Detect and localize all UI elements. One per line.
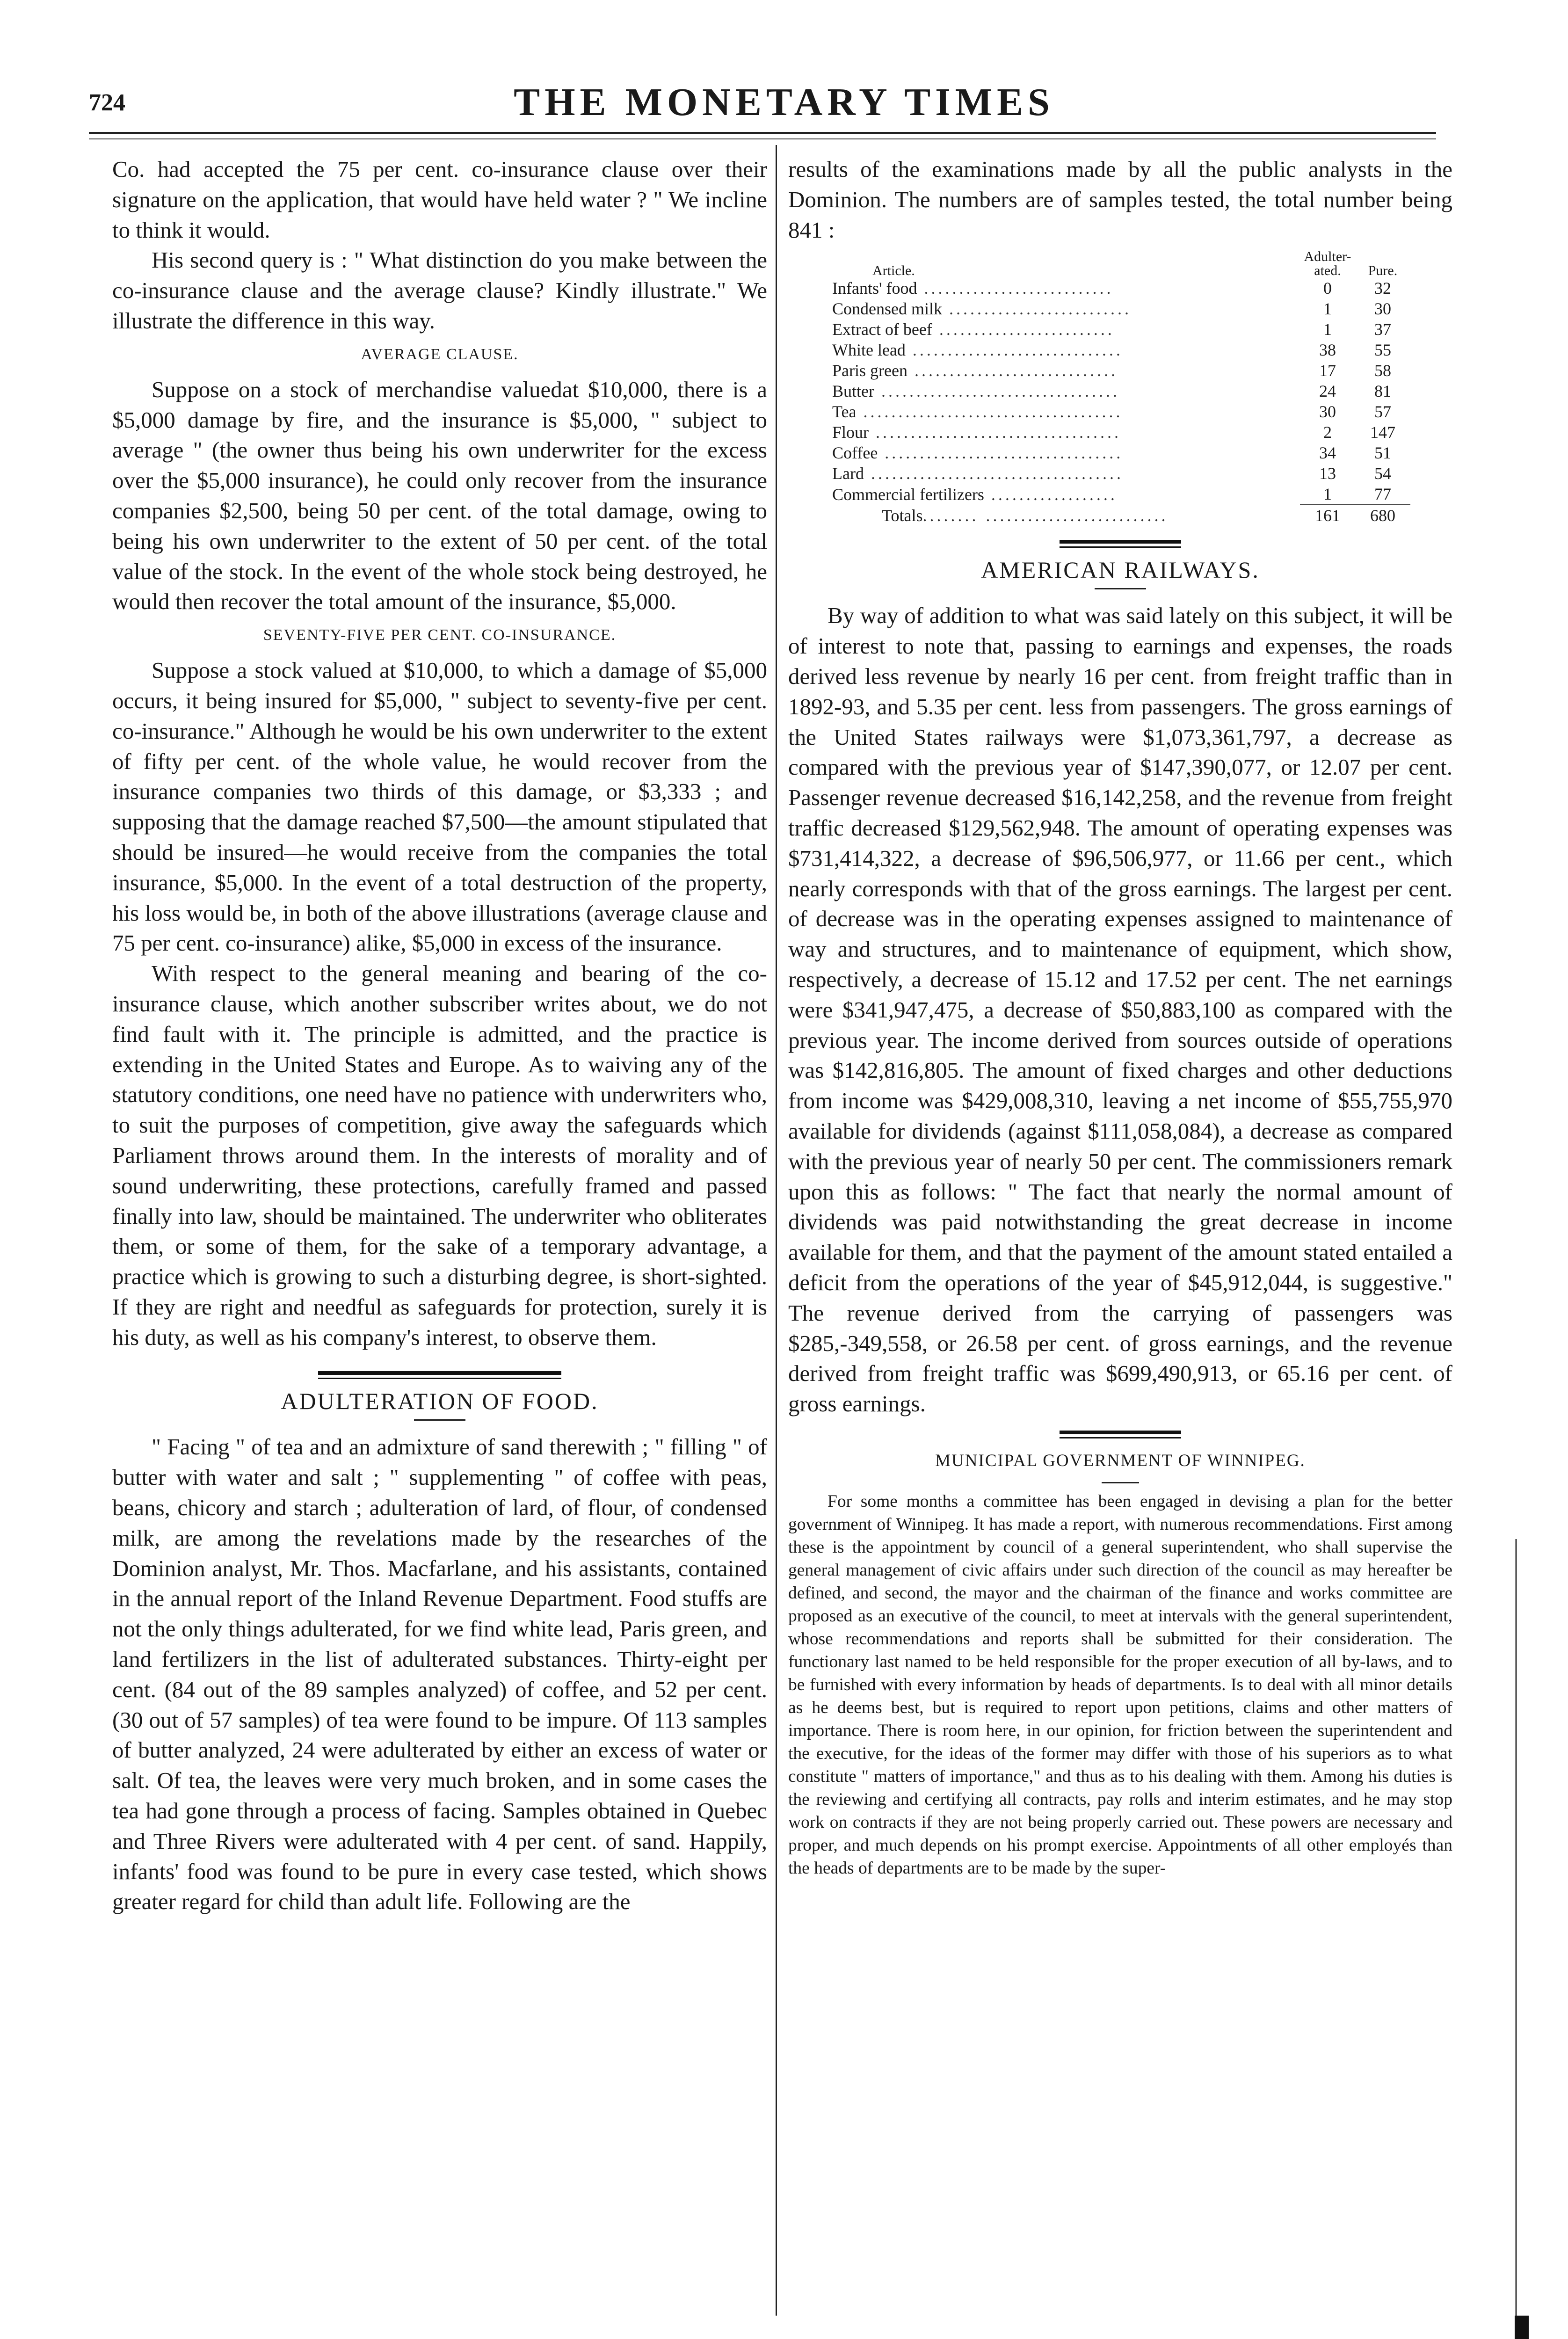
table-adulterated-value: 13 <box>1319 464 1336 483</box>
table-row <box>830 484 1410 505</box>
winnipeg-heading: MUNICIPAL GOVERNMENT OF WINNIPEG. <box>935 1451 1306 1470</box>
section-rule <box>1060 1431 1181 1438</box>
average-clause-paragraph: Suppose on a stock of merchandise valuedat $10,000, there is a $5,000 damage by fire, and the insurance is $5,000, " subject to average " (the owner thus being his own underwriter for the excess over the $5,000 insurance), he could only recover from the insurance companies $2,500, being 50 per cent. of the total damage, owing to being his own underwriter to the extent of 50 per cent. of the total value of the stock. In the event of the whole stock being destroyed, he would then recover the total amount of the insurance, $5,000. <box>112 376 767 615</box>
table-article-name: Extract of beef ......................... <box>832 320 1115 339</box>
table-row <box>830 381 1410 401</box>
table-header-pure: Pure. <box>1368 263 1398 279</box>
table-header-article: Article. <box>872 263 915 279</box>
table-pure-value: 37 <box>1374 320 1391 339</box>
table-pure-value: 51 <box>1374 443 1391 463</box>
right-column <box>788 154 1452 1880</box>
average-clause-heading: AVERAGE CLAUSE. <box>361 345 519 363</box>
header-rule <box>89 132 1436 134</box>
table-adulterated-value: 0 <box>1323 279 1332 298</box>
adulteration-paragraph: " Facing " of tea and an admixture of sand therewith ; " filling " of butter with water and salt ; " supplementing " of coffee with peas, beans, chicory and starch ; adulteration of lard, of flour, of condensed milk, are among the revelations made by the researches of the Dominion analyst, Mr. Thos. Macfarlane, and his assistants, contained in the annual report of the Inland Revenue Department. Food stuffs are not the only things adulterated, for we find white lead, Paris green, and land fertilizers in the list of adulterated substances. Thirty-eight per cent. (84 out of the 89 samples analyzed) of coffee, and 52 per cent. (30 out of 57 samples) of tea were found to be impure. Of 113 samples of butter analyzed, 24 were adulterated by either an excess of water or salt. Of tea, the leaves were very much broken, and in some cases the tea had gone through a process of facing. Samples obtained in Quebec and Three Rivers were adulterated with 4 per cent. of sand. Happily, infants' food was found to be pure in every case tested, which shows greater regard for child than adult life. Following are the <box>112 1434 767 1915</box>
table-row <box>830 360 1410 381</box>
table-adulterated-value: 1 <box>1323 299 1332 319</box>
totals-pure: 680 <box>1355 505 1410 526</box>
page-edge-mark <box>1514 1539 1518 2339</box>
table-row <box>830 319 1410 340</box>
heading-underline <box>414 1419 465 1421</box>
table-article-name: Commercial fertilizers .................. <box>832 485 1118 504</box>
table-pure-value: 81 <box>1374 382 1391 401</box>
adulteration-table <box>830 250 1410 526</box>
heading-underline <box>1102 1482 1139 1483</box>
table-article-name: Condensed milk .......................... <box>832 299 1132 319</box>
adulteration-heading: ADULTERATION OF FOOD. <box>281 1388 599 1415</box>
table-adulterated-value: 30 <box>1319 402 1336 421</box>
table-pure-value: 147 <box>1370 423 1395 442</box>
table-adulterated-value: 17 <box>1319 361 1336 380</box>
totals-label: Totals........ .......................... <box>882 506 1169 525</box>
table-article-name: Butter .................................. <box>832 382 1120 401</box>
table-pure-value: 55 <box>1374 341 1391 360</box>
table-row <box>830 278 1410 298</box>
analysts-intro-paragraph: results of the examinations made by all the public analysts in the Dominion. The numbers are of samples tested, the total number being 841 : <box>788 156 1452 243</box>
table-pure-value: 54 <box>1374 464 1391 483</box>
table-adulterated-value: 34 <box>1319 443 1336 463</box>
table-pure-value: 30 <box>1374 299 1391 319</box>
table-pure-value: 57 <box>1374 402 1391 421</box>
table-row <box>830 422 1410 443</box>
table-row <box>830 298 1410 319</box>
table-article-name: Infants' food ........................... <box>832 279 1114 298</box>
header-rule-thin <box>89 138 1436 139</box>
intro-paragraph: Co. had accepted the 75 per cent. co-insurance clause over their signature on the application, that would have held water ? " We incline to think it would. <box>112 156 767 243</box>
table-adulterated-value: 38 <box>1319 341 1336 360</box>
railways-heading: AMERICAN RAILWAYS. <box>981 557 1260 583</box>
table-row <box>830 401 1410 422</box>
heading-underline <box>1095 588 1146 589</box>
second-query-paragraph: His second query is : " What distinction do you make between the co-insurance clause and the average clause? Kindly illustrate." We illustrate the difference in this way. <box>112 247 767 334</box>
section-rule <box>318 1371 561 1379</box>
coinsurance-meaning-paragraph: With respect to the general meaning and bearing of the co-insurance clause, which another subscriber writes about, we do not find fault with it. The principle is admitted, and the practice is extending in the United States and Europe. As to waiving any of the statutory conditions, one need have no patience with underwriters who, to suit the purposes of competition, give away the safeguards which Parliament throws around them. In the interests of morality and of sound underwriting, these protections, carefully framed and passed finally into law, should be maintained. The underwriter who obliterates them, or some of them, for the sake of a temporary advantage, a practice which is growing to such a disturbing degree, is short-sighted. If they are right and needful as safeguards for protection, surely it is his duty, as well as his company's interest, to observe them. <box>112 960 767 1350</box>
table-adulterated-value: 1 <box>1323 320 1332 339</box>
table-row <box>830 340 1410 360</box>
masthead-title: THE MONETARY TIMES <box>514 80 1054 124</box>
page-number: 724 <box>89 89 125 116</box>
table-article-name: Paris green ............................. <box>832 361 1118 380</box>
table-article-name: White lead .............................. <box>832 341 1123 360</box>
coinsurance-heading: SEVENTY-FIVE PER CENT. CO-INSURANCE. <box>263 626 617 644</box>
binding-mark <box>1515 2316 1529 2339</box>
table-article-name: Flour ................................... <box>832 423 1122 442</box>
winnipeg-paragraph: For some months a committee has been engaged in devising a plan for the better government of Winnipeg. It has made a report, with numerous recommendations. First among these is the appointment by council of a general superintendent, who shall supervise the general management of civic affairs under such direction of the council as may hereafter be defined, and second, the mayor and the chairman of the finance and works committee are proposed as an executive of the council, to meet at intervals with the general superintendent, whose recommendations and reports shall be submitted for their consideration. The functionary last named to be held responsible for the proper execution of all by-laws, and to be furnished with every information by heads of departments. Is to deal with all minor details as he deems best, but is required to report upon petitions, claims and other matters of importance. There is room here, in our opinion, for friction between the superintendent and the executive, for the ideas of the former may differ with those of his superiors as to what constitute " matters of importance," and thus as to his dealing with them. Among his duties is the reviewing and certifying all contracts, pay rolls and interim estimates, and he may stop work on contracts if they are not being properly carried out. These powers are necessary and proper, and much depends on his prompt exercise. Appointments of all other employés than the heads of departments are to be made by the super- <box>788 1491 1452 1878</box>
table-adulterated-value: 2 <box>1323 423 1332 442</box>
left-column <box>112 154 767 1917</box>
column-divider <box>776 145 777 2316</box>
table-article-name: Coffee .................................. <box>832 443 1124 463</box>
table-pure-value: 58 <box>1374 361 1391 380</box>
table-row <box>830 463 1410 484</box>
totals-adulterated: 161 <box>1300 505 1355 526</box>
table-article-name: Lard .................................... <box>832 464 1124 483</box>
table-pure-value: 32 <box>1374 279 1391 298</box>
coinsurance-paragraph: Suppose a stock valued at $10,000, to which a damage of $5,000 occurs, it being insured for $5,000, " subject to seventy-five per cent. co-insurance." Although he would be his own underwriter to the extent of fifty per cent. of the whole value, he would recover from the insurance companies two thirds of this damage, or $3,333 ; and supposing that the damage reached $7,500—the amount stipulated that should be insured—he would receive from the companies the total insurance, $5,000. In the event of a total destruction of the property, his loss would be, in both of the above illustrations (average clause and 75 per cent. co-insurance) alike, $5,000 in excess of the insurance. <box>112 657 767 956</box>
table-pure-value: 77 <box>1374 485 1391 504</box>
section-rule <box>1060 540 1181 548</box>
table-adulterated-value: 1 <box>1323 485 1332 504</box>
table-row <box>830 443 1410 463</box>
railways-paragraph: By way of addition to what was said lately on this subject, it will be of interest to note that, passing to earnings and expenses, the roads derived less revenue by nearly 16 per cent. from freight traffic than in 1892-93, and 5.35 per cent. less from passengers. The gross earnings of the United States railways were $1,073,361,797, a decrease as compared with the previous year of $147,390,077, or 12.07 per cent. Passenger revenue decreased $16,142,258, and the revenue from freight traffic decreased $129,562,948. The amount of operating expenses was $731,414,322, a decrease of $96,506,977, or 11.66 per cent., which nearly corresponds with that of the gross earnings. The largest per cent. of decrease was in the operating expenses assigned to maintenance of way and structures, and to maintenance of equipment, which show, respectively, a decrease of 15.12 and 17.52 per cent. The net earnings were $341,947,475, a decrease of $50,883,100 as compared with the previous year. The income derived from sources outside of operations was $142,816,805. The amount of fixed charges and other deductions from income was $429,008,310, leaving a net income of $55,755,970 available for dividends (against $111,058,084), a decrease as compared with the previous year of nearly 50 per cent. The commissioners remark upon this as follows: " The fact that nearly the normal amount of dividends was paid notwithstanding the great decrease in income available for them, and that the payment of the amount stated entailed a deficit from the operations of the year of $45,912,044, is suggestive." The revenue derived from the carrying of passengers was $285,-349,558, or 26.58 per cent. of gross earnings, and the revenue derived from freight traffic was $699,490,913, or 65.16 per cent. of gross earnings. <box>788 603 1452 1417</box>
table-adulterated-value: 24 <box>1319 382 1336 401</box>
table-article-name: Tea ..................................... <box>832 402 1123 421</box>
table-header-adulterated: Adulter-ated. <box>1304 249 1351 279</box>
